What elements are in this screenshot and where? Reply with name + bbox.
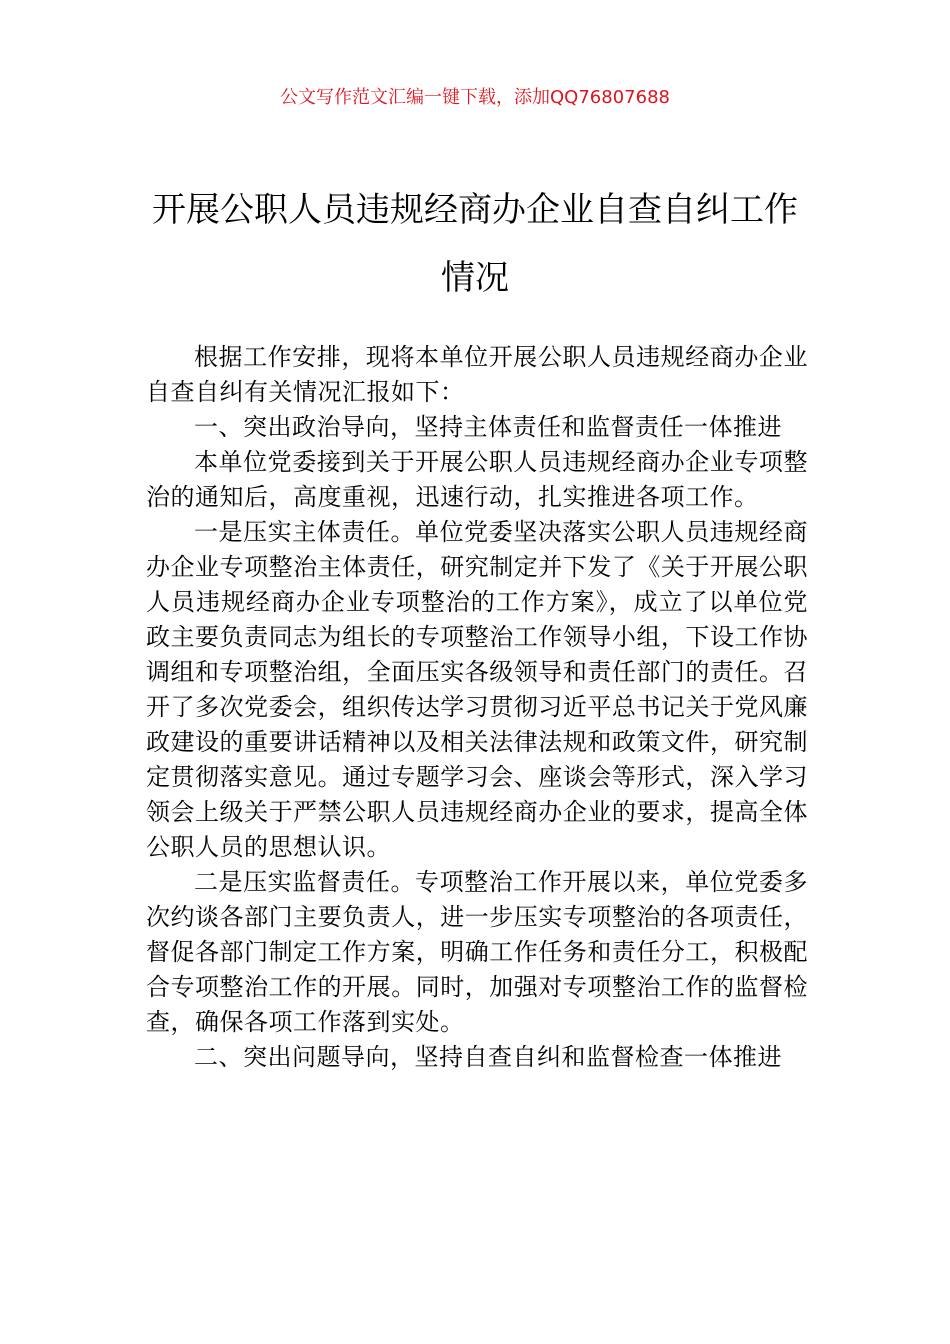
body-paragraph: 二是压实监督责任。专项整治工作开展以来，单位党委多次约谈各部门主要负责人，进一步压实专项整治的各项责任，督促各部门制定工作方案，明确工作任务和责任分工，积极配合专项整治工作的开展。同时，加强对专项整治工作的监督检查，确保各项工作落到实处。	[146, 868, 808, 1036]
document-body	[146, 340, 808, 1075]
body-paragraph: 本单位党委接到关于开展公职人员违规经商办企业专项整治的通知后，高度重视，迅速行动，扎实推进各项工作。	[146, 448, 808, 511]
body-paragraph: 一是压实主体责任。单位党委坚决落实公职人员违规经商办企业专项整治主体责任，研究制定并下发了《关于开展公职人员违规经商办企业专项整治的工作方案》，成立了以单位党政主要负责同志为组长的专项整治工作领导小组，下设工作协调组和专项整治组，全面压实各级领导和责任部门的责任。召开了多次党委会，组织传达学习贯彻习近平总书记关于党风廉政建设的重要讲话精神以及相关法律法规和政策文件，研究制定贯彻落实意见。通过专题学习会、座谈会等形式，深入学习领会上级关于严禁公职人员违规经商办企业的要求，提高全体公职人员的思想认识。	[146, 518, 808, 861]
section-heading-1: 一、突出政治导向，坚持主体责任和监督责任一体推进	[194, 413, 782, 441]
document-title: 开展公职人员违规经商办企业自查自纠工作情况	[152, 190, 798, 298]
intro-paragraph: 根据工作安排，现将本单位开展公职人员违规经商办企业自查自纠有关情况汇报如下：	[146, 343, 808, 406]
section-heading-2: 二、突出问题导向，坚持自查自纠和监督检查一体推进	[194, 1043, 782, 1071]
download-promo-note: 公文写作范文汇编一键下载，添加QQ76807688	[280, 87, 670, 108]
